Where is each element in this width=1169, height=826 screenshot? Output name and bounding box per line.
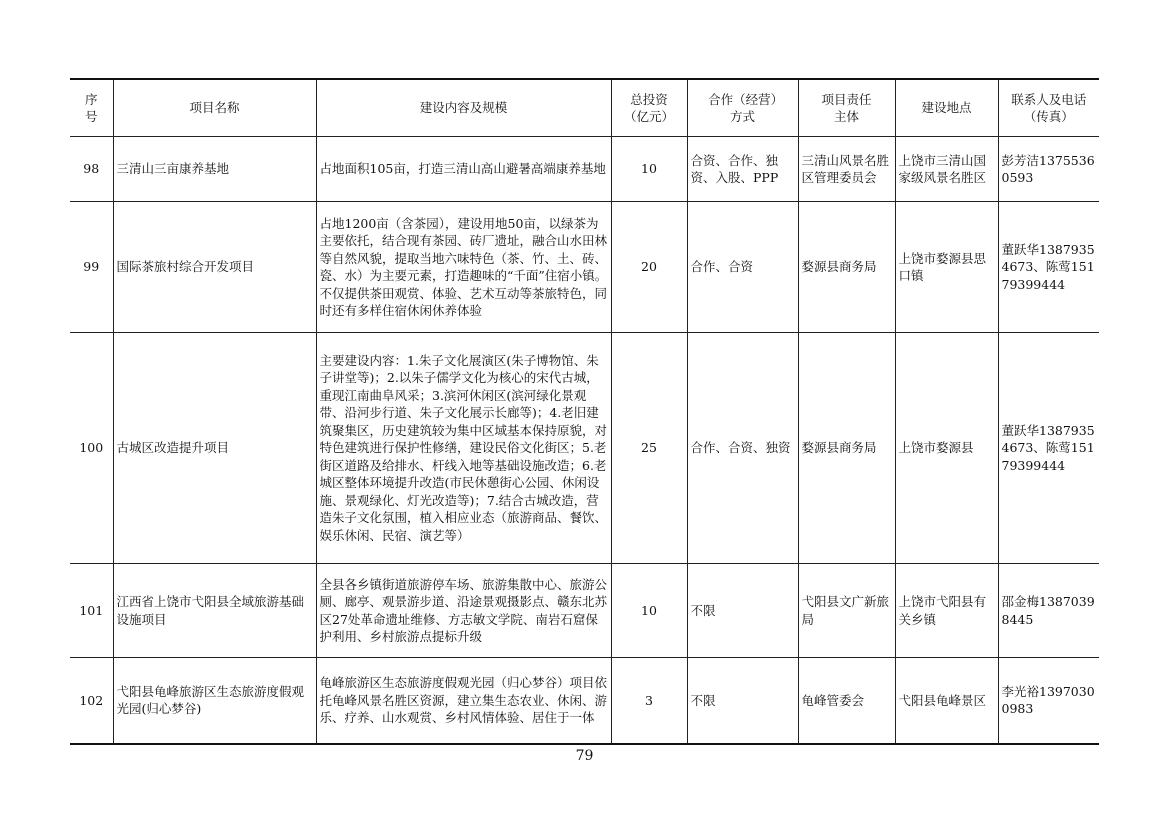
header-location: 建设地点 bbox=[895, 79, 998, 137]
row-location: 上饶市婺源县思口镇 bbox=[895, 202, 998, 333]
header-name: 项目名称 bbox=[113, 79, 316, 137]
table-row bbox=[70, 202, 1099, 333]
row-content: 主要建设内容：1.朱子文化展演区(朱子博物馆、朱子讲堂等)；2.以朱子儒学文化为核心的宋代古城，重现江南曲阜风采；3.滨河休闲区(滨河绿化景观带、沿河步行道、朱子文化展示长廊等)；4.老旧建筑聚集区，历史建筑较为集中区域基本保持原貌，对特色建筑进行保护性修缮，建设民俗文化街区；5.老街区道路及给排水、杆线入地等基础设施改造；6.老城区整体环境提升改造(市民休憩街心公园、休闲设施、景观绿化、灯光改造等)；7.结合古城改造，营造朱子文化氛围，植入相应业态（旅游商品、餐饮、娱乐休闲、民宿、演艺等） bbox=[316, 333, 611, 564]
row-invest: 3 bbox=[611, 658, 687, 744]
row-owner: 三清山风景名胜区管理委员会 bbox=[798, 137, 895, 202]
header-owner: 项目责任主体 bbox=[798, 79, 895, 137]
row-seq: 99 bbox=[70, 202, 113, 333]
table-row bbox=[70, 137, 1099, 202]
row-invest: 20 bbox=[611, 202, 687, 333]
row-owner: 婺源县商务局 bbox=[798, 333, 895, 564]
row-contact: 邵金梅13870398445 bbox=[998, 564, 1099, 658]
row-content: 全县各乡镇街道旅游停车场、旅游集散中心、旅游公厕、廊亭、观景游步道、沿途景观摄影点、赣东北苏区27处革命遗址维修、方志敏文学院、南岩石窟保护利用、乡村旅游点提标升级 bbox=[316, 564, 611, 658]
row-name: 三清山三亩康养基地 bbox=[113, 137, 316, 202]
header-seq: 序号 bbox=[70, 79, 113, 137]
row-name: 弋阳县龟峰旅游区生态旅游度假观光园(归心梦谷) bbox=[113, 658, 316, 744]
header-content: 建设内容及规模 bbox=[316, 79, 611, 137]
row-invest: 25 bbox=[611, 333, 687, 564]
row-owner: 婺源县商务局 bbox=[798, 202, 895, 333]
row-mode: 合作、合资 bbox=[687, 202, 798, 333]
row-name: 江西省上饶市弋阳县全域旅游基础设施项目 bbox=[113, 564, 316, 658]
row-owner: 龟峰管委会 bbox=[798, 658, 895, 744]
row-location: 上饶市弋阳县有关乡镇 bbox=[895, 564, 998, 658]
row-mode: 不限 bbox=[687, 564, 798, 658]
row-contact: 彭芳洁13755360593 bbox=[998, 137, 1099, 202]
row-seq: 102 bbox=[70, 658, 113, 744]
row-seq: 100 bbox=[70, 333, 113, 564]
row-content: 占地1200亩（含茶园），建设用地50亩，以绿茶为主要依托，结合现有茶园、砖厂遗址，融合山水田林等自然风貌，提取当地六味特色（茶、竹、土、砖、瓷、水）为主要元素，打造趣味的“千面”住宿小镇。不仅提供茶田观赏、体验、艺术互动等茶旅特色，同时还有多样住宿休闲休养体验 bbox=[316, 202, 611, 333]
row-location: 上饶市婺源县 bbox=[895, 333, 998, 564]
table-row bbox=[70, 333, 1099, 564]
row-name: 国际茶旅村综合开发项目 bbox=[113, 202, 316, 333]
page-number: 79 bbox=[575, 748, 594, 764]
row-content: 龟峰旅游区生态旅游度假观光园（归心梦谷）项目依托龟峰风景名胜区资源，建立集生态农业、休闲、游乐、疗养、山水观赏、乡村风情体验、居住于一体 bbox=[316, 658, 611, 744]
header-contact: 联系人及电话（传真） bbox=[998, 79, 1099, 137]
row-mode: 不限 bbox=[687, 658, 798, 744]
row-seq: 101 bbox=[70, 564, 113, 658]
header-invest: 总投资（亿元） bbox=[611, 79, 687, 137]
header-mode: 合作（经营）方式 bbox=[687, 79, 798, 137]
row-contact: 董跃华13879354673、陈莺15179399444 bbox=[998, 202, 1099, 333]
project-table-container bbox=[70, 78, 1099, 745]
row-invest: 10 bbox=[611, 564, 687, 658]
row-mode: 合资、合作、独资、入股、PPP bbox=[687, 137, 798, 202]
row-location: 上饶市三清山国家级风景名胜区 bbox=[895, 137, 998, 202]
row-invest: 10 bbox=[611, 137, 687, 202]
row-seq: 98 bbox=[70, 137, 113, 202]
project-table bbox=[70, 78, 1099, 745]
table-row bbox=[70, 564, 1099, 658]
row-content: 占地面积105亩，打造三清山高山避暑高端康养基地 bbox=[316, 137, 611, 202]
table-header-row bbox=[70, 79, 1099, 137]
row-name: 古城区改造提升项目 bbox=[113, 333, 316, 564]
table-row bbox=[70, 658, 1099, 744]
row-location: 弋阳县龟峰景区 bbox=[895, 658, 998, 744]
row-mode: 合作、合资、独资 bbox=[687, 333, 798, 564]
row-contact: 董跃华13879354673、陈莺15179399444 bbox=[998, 333, 1099, 564]
row-contact: 李光裕13970300983 bbox=[998, 658, 1099, 744]
row-owner: 弋阳县文广新旅局 bbox=[798, 564, 895, 658]
